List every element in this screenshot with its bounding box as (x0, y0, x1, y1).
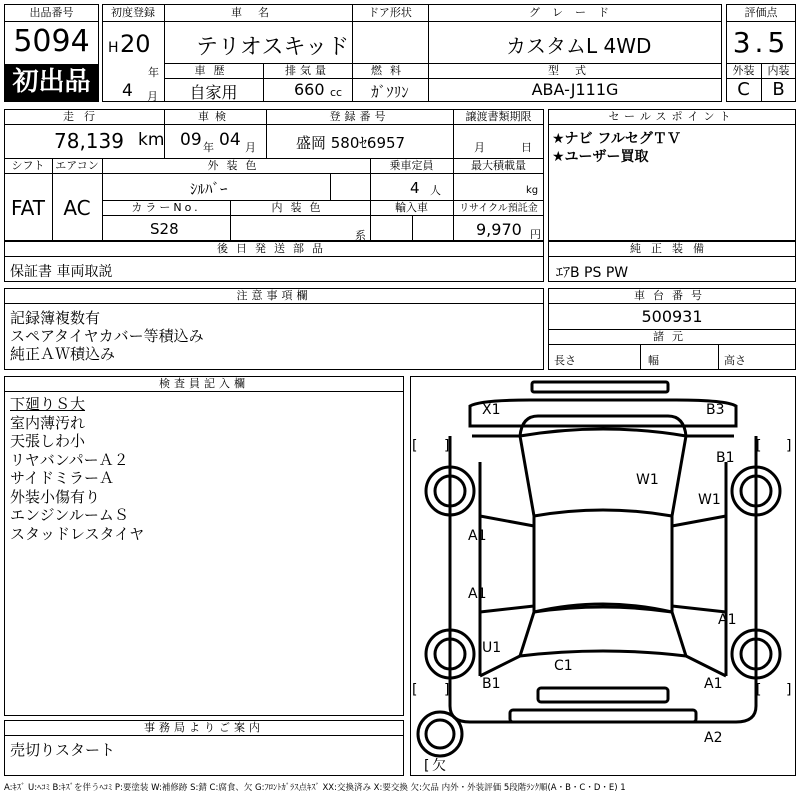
later-parts-label: 後日発送部品 (217, 242, 331, 255)
reg-year: 20 (120, 30, 151, 58)
capacity-value: 4 (410, 179, 420, 197)
car-name-label: 車名 (231, 6, 285, 19)
chassis-label: 車台番号 (634, 289, 710, 302)
mileage-label: 走行 (63, 110, 105, 123)
inspector-item: 下廻りＳ大 (10, 395, 86, 413)
mileage-value: 78,139 (54, 129, 124, 153)
later-parts-value: 保証書 車両取説 (10, 264, 113, 280)
mark-a1-left-upper: A1 (468, 528, 487, 544)
sales-points-box (548, 109, 796, 241)
interior-value: B (772, 79, 785, 100)
note-item: 純正ＡＷ積込み (10, 345, 116, 363)
transfer-month-unit: 月 (474, 141, 485, 154)
inspector-item: スタッドレスタイヤ (10, 524, 145, 543)
notes-list (10, 309, 204, 363)
mark-a1-left-lower: A1 (468, 586, 487, 602)
bracket-br-open: [ (756, 682, 762, 698)
note-item: スペアタイヤカバー等積込み (10, 327, 204, 345)
ac-value: AC (63, 196, 91, 220)
chassis-number: 500931 (641, 307, 703, 326)
shift-value: FAT (10, 196, 45, 220)
transfer-label: 譲渡書類期限 (465, 110, 532, 123)
mark-x1: X1 (482, 402, 501, 418)
recycle-unit: 円 (530, 228, 541, 241)
first-listing-label: 初出品 (12, 67, 91, 97)
model-label: 型式 (548, 64, 602, 77)
plate-value: 盛岡 580ｾ6957 (296, 134, 406, 152)
spare-bracket-open: [ (424, 758, 430, 774)
exterior-value: C (737, 79, 750, 100)
mark-b1-left: B1 (482, 676, 501, 692)
mark-w1-right: W1 (698, 492, 721, 508)
load-label: 最大積載量 (471, 159, 526, 172)
mileage-unit: km (138, 130, 165, 150)
mark-a1-rear: A1 (704, 676, 723, 692)
inspector-item: エンジンルームＳ (10, 506, 129, 524)
displacement-unit: cc (330, 86, 343, 99)
color-label: 外装色 (207, 159, 265, 172)
reg-label: 初度登録 (111, 6, 155, 19)
grade-label: グレード (529, 6, 621, 19)
mark-b1-right: B1 (716, 450, 735, 466)
inspection-year: 09 (180, 130, 202, 150)
bracket-tr-close: ] (786, 438, 792, 454)
score-value: 3.5 (732, 26, 790, 59)
bracket-tl-open: [ (412, 438, 418, 454)
car-name: テリオスキッド (196, 35, 350, 60)
score-label: 評価点 (744, 6, 778, 19)
fuel-label: 燃料 (371, 64, 409, 77)
mark-b3: B3 (706, 402, 725, 418)
office-value: 売切りスタート (10, 741, 116, 759)
mark-c1: C1 (554, 658, 573, 674)
inspector-item: 天張しわ小 (10, 432, 86, 450)
exterior-label: 外装 (732, 64, 755, 77)
history-label: 車歴 (194, 64, 233, 77)
bracket-tr-open: [ (756, 438, 762, 454)
office-label: 事務局よりご案内 (144, 721, 264, 734)
inspector-list (10, 395, 144, 543)
mark-a2: A2 (704, 730, 723, 746)
dims-label: 諸元 (653, 330, 691, 343)
inspection-label: 車検 (198, 110, 232, 123)
inspector-item: 室内薄汚れ (10, 413, 86, 432)
sales-points-label: セールスポイント (608, 110, 736, 123)
model-value: ABA-J111G (531, 80, 619, 99)
inspection-month: 04 (219, 130, 241, 150)
height-label: 高さ (724, 354, 746, 367)
lot-label: 出品番号 (29, 6, 74, 19)
interior-color-unit: 系 (355, 229, 366, 242)
grade-value: カスタムL 4WD (506, 34, 652, 58)
door-label: ドア形状 (368, 6, 412, 19)
inspector-item: サイドミラーＡ (10, 469, 114, 487)
inspection-month-unit: 月 (245, 141, 256, 154)
length-label: 長さ (554, 354, 576, 367)
transfer-day-unit: 日 (521, 141, 532, 154)
recycle-value: 9,970 (476, 220, 522, 239)
shift-label: シフト (11, 159, 45, 172)
missing-label: 欠 (432, 758, 446, 774)
inspector-item: リヤバンパーＡ２ (10, 450, 129, 469)
color-no-label: カラーNo. (131, 201, 201, 214)
mark-u1: U1 (482, 640, 502, 656)
inspector-item: 外装小傷有り (10, 487, 101, 506)
reg-month: 4 (122, 81, 133, 101)
inspection-year-unit: 年 (203, 141, 214, 154)
lot-number: 5094 (13, 24, 90, 59)
mark-a1-right: A1 (718, 612, 737, 628)
bracket-tl-close: ] (444, 438, 450, 454)
fuel-value: ｶﾞｿﾘﾝ (371, 83, 409, 101)
notes-label: 注意事項欄 (236, 289, 312, 302)
bracket-bl-open: [ (412, 682, 418, 698)
recycle-label: リサイクル預託金 (459, 203, 538, 214)
equipment-label: 純正装備 (630, 242, 714, 255)
sales-point-item: ★ナビ フルセグＴＶ (552, 131, 681, 147)
legend-text: A:ｷｽﾞ U:ﾍｺﾐ B:ｷｽﾞを伴うﾍｺﾐ P:要塗装 W:補修跡 S:錆 C:腐食、欠 G:ﾌﾛﾝﾄｶﾞﾗｽ点ｷｽﾞ XX:交換済み X:要交換 欠:欠品 内外・外装評価 5段階ﾗﾝｸ順(A・B・C・D・E) 1 (4, 783, 626, 793)
note-item: 記録簿複数有 (10, 309, 101, 327)
reg-year-unit: 年 (148, 66, 159, 79)
capacity-unit: 人 (430, 184, 441, 197)
inspector-label: 検査員記入欄 (159, 377, 249, 390)
displacement-label: 排気量 (285, 64, 330, 77)
reg-era: H (108, 40, 119, 56)
equipment-value: ｴｱB PS PW (556, 265, 629, 281)
displacement-value: 660 (294, 80, 325, 99)
interior-label: 内装 (767, 64, 790, 77)
load-unit: kg (526, 185, 539, 196)
color-no-value: S28 (150, 220, 179, 238)
plate-label: 登録番号 (329, 110, 390, 123)
mark-w1-center: W1 (636, 472, 659, 488)
bracket-bl-close: ] (444, 682, 450, 698)
sales-points-list (552, 130, 681, 166)
interior-color-label: 内装色 (271, 201, 329, 214)
history-value: 自家用 (189, 83, 238, 102)
capacity-label: 乗車定員 (389, 159, 434, 172)
sales-point-item: ★ユーザー買取 (552, 149, 649, 165)
car-damage-diagram (410, 376, 796, 776)
bracket-br-close: ] (786, 682, 792, 698)
color-value: ｼﾙﾊﾞｰ (190, 180, 228, 198)
width-label: 幅 (648, 354, 659, 367)
reg-month-unit: 月 (147, 90, 158, 103)
ac-label: エアコン (55, 159, 99, 172)
import-label: 輸入車 (395, 201, 428, 214)
